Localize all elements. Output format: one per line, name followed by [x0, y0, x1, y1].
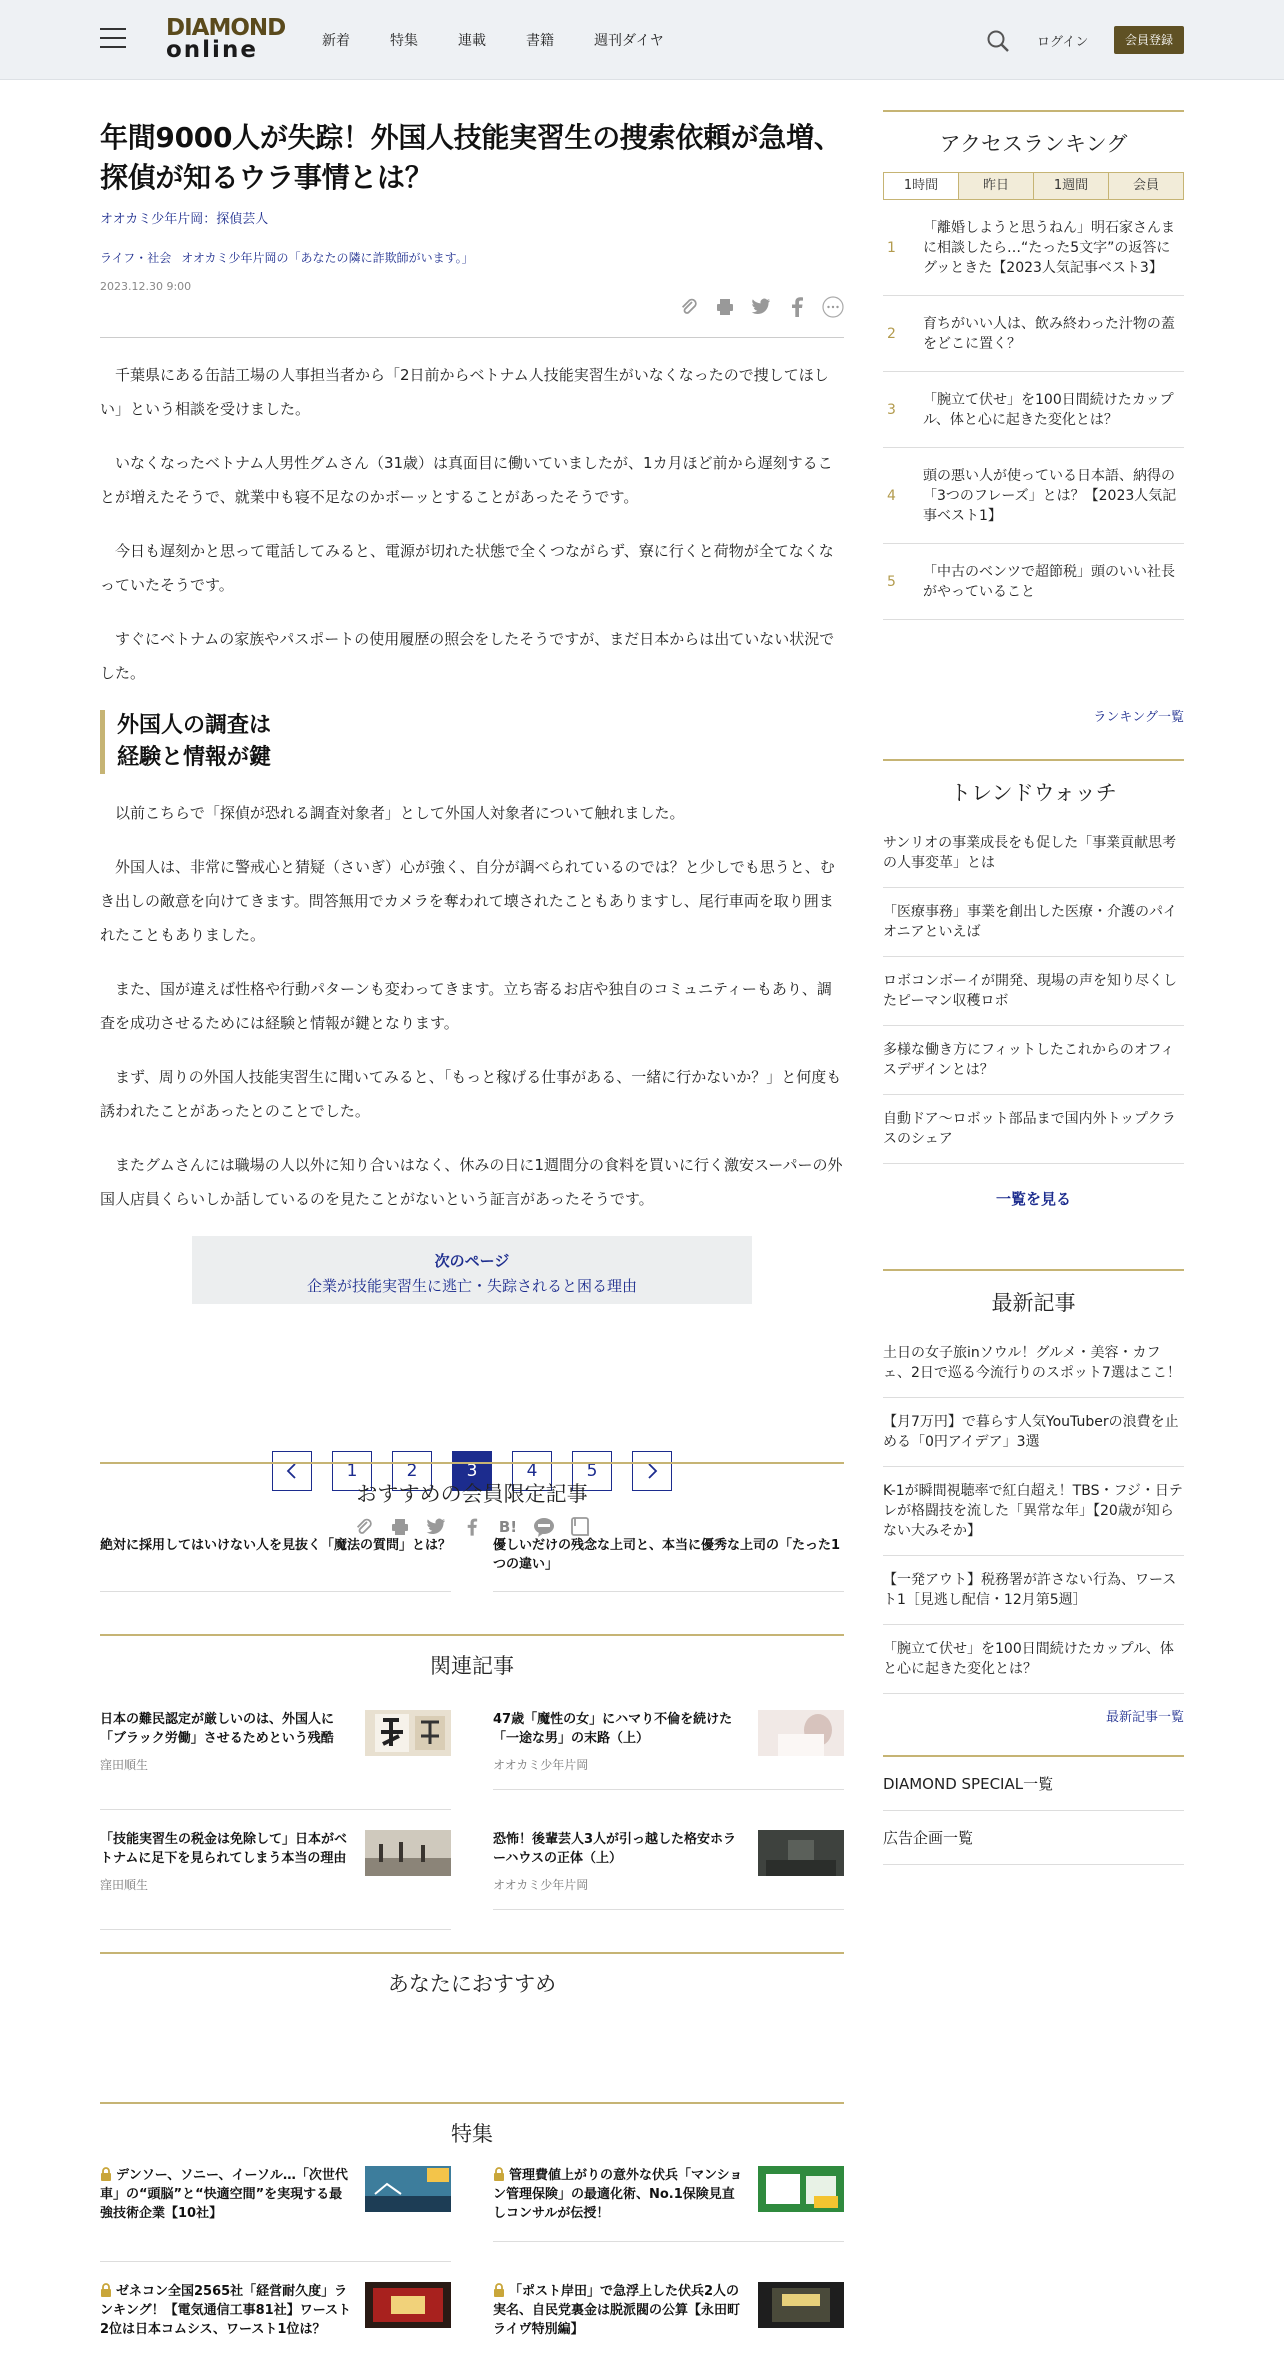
thumbnail-image [365, 2166, 451, 2212]
latest-heading: 最新記事 [991, 1291, 1076, 1315]
thumbnail-image [365, 2282, 451, 2328]
paragraph: すぐにベトナムの家族やパスポートの使用履歴の照会をしたそうですが、まだ日本からは出ていない状況でした。 [100, 630, 835, 682]
article-column [100, 118, 844, 2337]
next-page-box[interactable] [192, 1236, 752, 1304]
special-links [883, 1755, 1184, 1865]
twitter-icon[interactable] [750, 296, 772, 318]
feature-article[interactable]: ゼネコン全国2565社「経営耐久度」ランキング！【電気通信工事81社】ワースト2位は日本コムシス、ワースト1位は？ [100, 2282, 451, 2374]
members-only-section [100, 1462, 844, 1592]
paragraph: いなくなったベトナム人男性グムさん（31歳）は真面目に働いていましたが、1カ月ほど前から遅刻することが増えたそうで、就業中も寝不足なのかボーッとすることがあったそうです。 [100, 454, 833, 506]
paragraph: また、国が違えば性格や行動パターンも変わってきます。立ち寄るお店や独自のコミュニティーもあり、調査を成功させるためには経験と情報が鍵となります。 [100, 980, 832, 1032]
more-icon[interactable] [822, 296, 844, 318]
members-article[interactable]: 絶対に採用してはいけない人を見抜く「魔法の質問」とは？ [100, 1536, 451, 1592]
share-bar-top [664, 296, 844, 318]
trend-heading: トレンドウォッチ [950, 781, 1117, 805]
menu-icon[interactable] [100, 28, 126, 48]
latest-item[interactable]: 【月7万円】で暮らす人気YouTuberの浪費を止める「0円アイデア」3選 [883, 1398, 1184, 1467]
ranking-item[interactable]: 4 頭の悪い人が使っている日本語、納得の「3つのフレーズ」とは？【2023人気記事ベスト1】 [883, 448, 1184, 544]
latest-box [883, 1269, 1184, 1725]
register-button[interactable]: 会員登録 [1114, 26, 1184, 54]
feature-article[interactable]: 管理費値上がりの意外な伏兵「マンション管理保険」の最適化術、No.1保険見直しコンサルが伝授！ [493, 2166, 844, 2242]
paragraph: まず、周りの外国人技能実習生に聞いてみると、「もっと稼げる仕事がある、一緒に行かないか？」と何度も誘われたことがあったとのことでした。 [100, 1068, 842, 1120]
print-icon[interactable] [714, 296, 736, 318]
related-article[interactable]: 47歳「魔性の女」にハマり不倫を続けた「一途な男」の末路（上） オオカミ少年片岡 [493, 1710, 844, 1790]
thumbnail-image [758, 2282, 844, 2328]
tab-1week[interactable]: 1週間 [1033, 173, 1108, 199]
ranking-more-link[interactable]: ランキング一覧 [1093, 710, 1184, 725]
paragraph: またグムさんには職場の人以外に知り合いはなく、休みの日に1週間分の食料を買いに行く激安スーパーの外国人店員くらいしか話しているのを見たことがないという証言があったそうです。 [100, 1156, 843, 1208]
recommend-heading: あなたにおすすめ [387, 1972, 557, 1996]
feature-article[interactable]: デンソー、ソニー、イーソル…「次世代車」の“頭脳”と“快適空間”を実現する最強技術企業【10社】 [100, 2166, 451, 2262]
trend-item[interactable]: ロボコンボーイが開発、現場の声を知り尽くしたピーマン収穫ロボ [883, 957, 1184, 1026]
thumbnail-image [758, 1830, 844, 1876]
ranking-item[interactable]: 3 「腕立て伏せ」を100日間続けたカップル、体と心に起きた変化とは？ [883, 372, 1184, 448]
thumbnail-image [758, 2166, 844, 2212]
login-link[interactable]: ログイン [1037, 35, 1089, 50]
clip-icon[interactable] [678, 296, 700, 318]
thumbnail-image [758, 1710, 844, 1756]
nav-item-series[interactable]: 連載 [458, 33, 486, 49]
trend-box [883, 759, 1184, 1209]
series-link[interactable]: オオカミ少年片岡の「あなたの隣に詐欺師がいます。」 [181, 251, 474, 265]
paragraph: 以前こちらで「探偵が恐れる調査対象者」として外国人対象者について触れました。 [115, 804, 685, 822]
ranking-tabs [883, 172, 1184, 200]
paragraph: 外国人は、非常に警戒心と猜疑（さいぎ）心が強く、自分が調べられているのでは？と少しでも思うと、むき出しの敵意を向けてきます。問答無用でカメラを奪われて壊されたこともありますし、尾行車両を取り囲まれたこともありました。 [100, 858, 835, 944]
members-only-heading: おすすめの会員限定記事 [356, 1482, 588, 1506]
page-5[interactable]: 5 [572, 1451, 612, 1491]
lock-icon [493, 2167, 505, 2181]
latest-item[interactable]: 「腕立て伏せ」を100日間続けたカップル、体と心に起きた変化とは？ [883, 1625, 1184, 1694]
lock-icon [100, 2283, 112, 2297]
nav-item-new[interactable]: 新着 [322, 33, 350, 49]
next-page-label: 次のページ [434, 1252, 510, 1270]
latest-item[interactable]: K-1が瞬間視聴率で紅白超え！TBS・フジ・日テレが格闘技を流した「異常な年」【20歳が知らない大みそか】 [883, 1467, 1184, 1556]
article-title: 年間9000人が失踪！外国人技能実習生の捜索依頼が急増、探偵が知るウラ事情とは？ [100, 121, 842, 194]
ranking-item[interactable]: 1 「離婚しようと思うねん」明石家さんまに相談したら…“たった5文字”の返答にグッときた【2023人気記事ベスト3】 [883, 200, 1184, 296]
diamond-special-link[interactable]: DIAMOND SPECIAL一覧 [883, 1757, 1184, 1811]
main-nav [322, 30, 704, 50]
article-date: 2023.12.30 9:00 [100, 280, 192, 293]
ranking-box [883, 110, 1184, 725]
site-logo[interactable]: DIAMOND online [166, 15, 286, 63]
latest-item[interactable]: 【一発アウト】税務署が許さない行為、ワースト1［見逃し配信・12月第5週］ [883, 1556, 1184, 1625]
related-article[interactable]: 恐怖！後輩芸人3人が引っ越した格安ホラーハウスの正体（上） オオカミ少年片岡 [493, 1830, 844, 1910]
feature-article[interactable]: 「ポスト岸田」で急浮上した伏兵2人の実名、自民党裏金は脱派閥の公算【永田町ライヴ特別編】 [493, 2282, 844, 2374]
trend-more-link[interactable]: 一覧を見る [995, 1190, 1071, 1208]
page-1[interactable]: 1 [332, 1451, 372, 1491]
nav-item-feature[interactable]: 特集 [390, 33, 418, 49]
paragraph: 千葉県にある缶詰工場の人事担当者から「2日前からベトナム人技能実習生がいなくなったので捜してほしい」という相談を受けました。 [100, 366, 829, 418]
page-2[interactable]: 2 [392, 1451, 432, 1491]
latest-more-link[interactable]: 最新記事一覧 [1105, 1710, 1184, 1725]
article-body [100, 358, 844, 1304]
article-category [100, 249, 844, 266]
lock-icon [493, 2283, 505, 2297]
page-3-current[interactable]: 3 [452, 1451, 492, 1491]
next-page-title[interactable]: 企業が技能実習生に逃亡・失踪されると困る理由 [306, 1277, 637, 1295]
facebook-icon[interactable] [786, 296, 808, 318]
thumbnail-image [365, 1710, 451, 1756]
section-heading: 外国人の調査は 経験と情報が鍵 [100, 710, 844, 774]
ranking-item[interactable]: 2 育ちがいい人は、飲み終わった汁物の蓋をどこに置く？ [883, 296, 1184, 372]
trend-item[interactable]: 多様な働き方にフィットしたこれからのオフィスデザインとは？ [883, 1026, 1184, 1095]
latest-item[interactable]: 土日の女子旅inソウル！グルメ・美容・カフェ、2日で巡る今流行りのスポット7選はここ！ [883, 1329, 1184, 1398]
related-heading: 関連記事 [430, 1654, 514, 1678]
paragraph: 今日も遅刻かと思って電話してみると、電源が切れた状態で全くつながらず、寮に行くと荷物が全てなくなっていたそうです。 [100, 542, 834, 594]
nav-item-weekly[interactable]: 週刊ダイヤ [594, 33, 664, 49]
recommend-section [100, 1952, 844, 2072]
related-article[interactable]: 「技能実習生の税金は免除して」日本がベトナムに足下を見られてしまう本当の理由 窪田順生 [100, 1830, 451, 1930]
sidebar [883, 110, 1184, 1865]
page-4[interactable]: 4 [512, 1451, 552, 1491]
category-link[interactable]: ライフ・社会 [100, 251, 172, 265]
nav-item-books[interactable]: 書籍 [526, 33, 554, 49]
feature-heading: 特集 [451, 2122, 493, 2146]
related-article[interactable]: 日本の難民認定が厳しいのは、外国人に「ブラック労働」させるためという残酷 窪田順生 [100, 1710, 451, 1810]
feature-section [100, 2102, 844, 2374]
ranking-heading: アクセスランキング [939, 132, 1128, 156]
ranking-item[interactable]: 5 「中古のベンツで超節税」頭のいい社長がやっていること [883, 544, 1184, 620]
article-author[interactable]: オオカミ少年片岡：探偵芸人 [100, 212, 269, 227]
divider [100, 337, 844, 338]
search-icon[interactable] [986, 29, 1010, 53]
thumbnail-image [365, 1830, 451, 1876]
tab-1hour[interactable]: 1時間 [884, 173, 958, 199]
tab-members[interactable]: 会員 [1108, 173, 1183, 199]
site-header [0, 0, 1284, 80]
related-section [100, 1634, 844, 1930]
trend-item[interactable]: 「医療事務」事業を創出した医療・介護のパイオニアといえば [883, 888, 1184, 957]
ads-link[interactable]: 広告企画一覧 [883, 1811, 1184, 1865]
tab-yesterday[interactable]: 昨日 [958, 173, 1033, 199]
lock-icon [100, 2167, 112, 2181]
trend-item[interactable]: サンリオの事業成長をも促した「事業貢献思考の人事変革」とは [883, 819, 1184, 888]
members-article[interactable]: 優しいだけの残念な上司と、本当に優秀な上司の「たった1つの違い」 [493, 1536, 844, 1592]
hatena-bookmark-icon[interactable]: B! [498, 1518, 518, 1536]
trend-item[interactable]: 自動ドア〜ロボット部品まで国内外トップクラスのシェア [883, 1095, 1184, 1164]
